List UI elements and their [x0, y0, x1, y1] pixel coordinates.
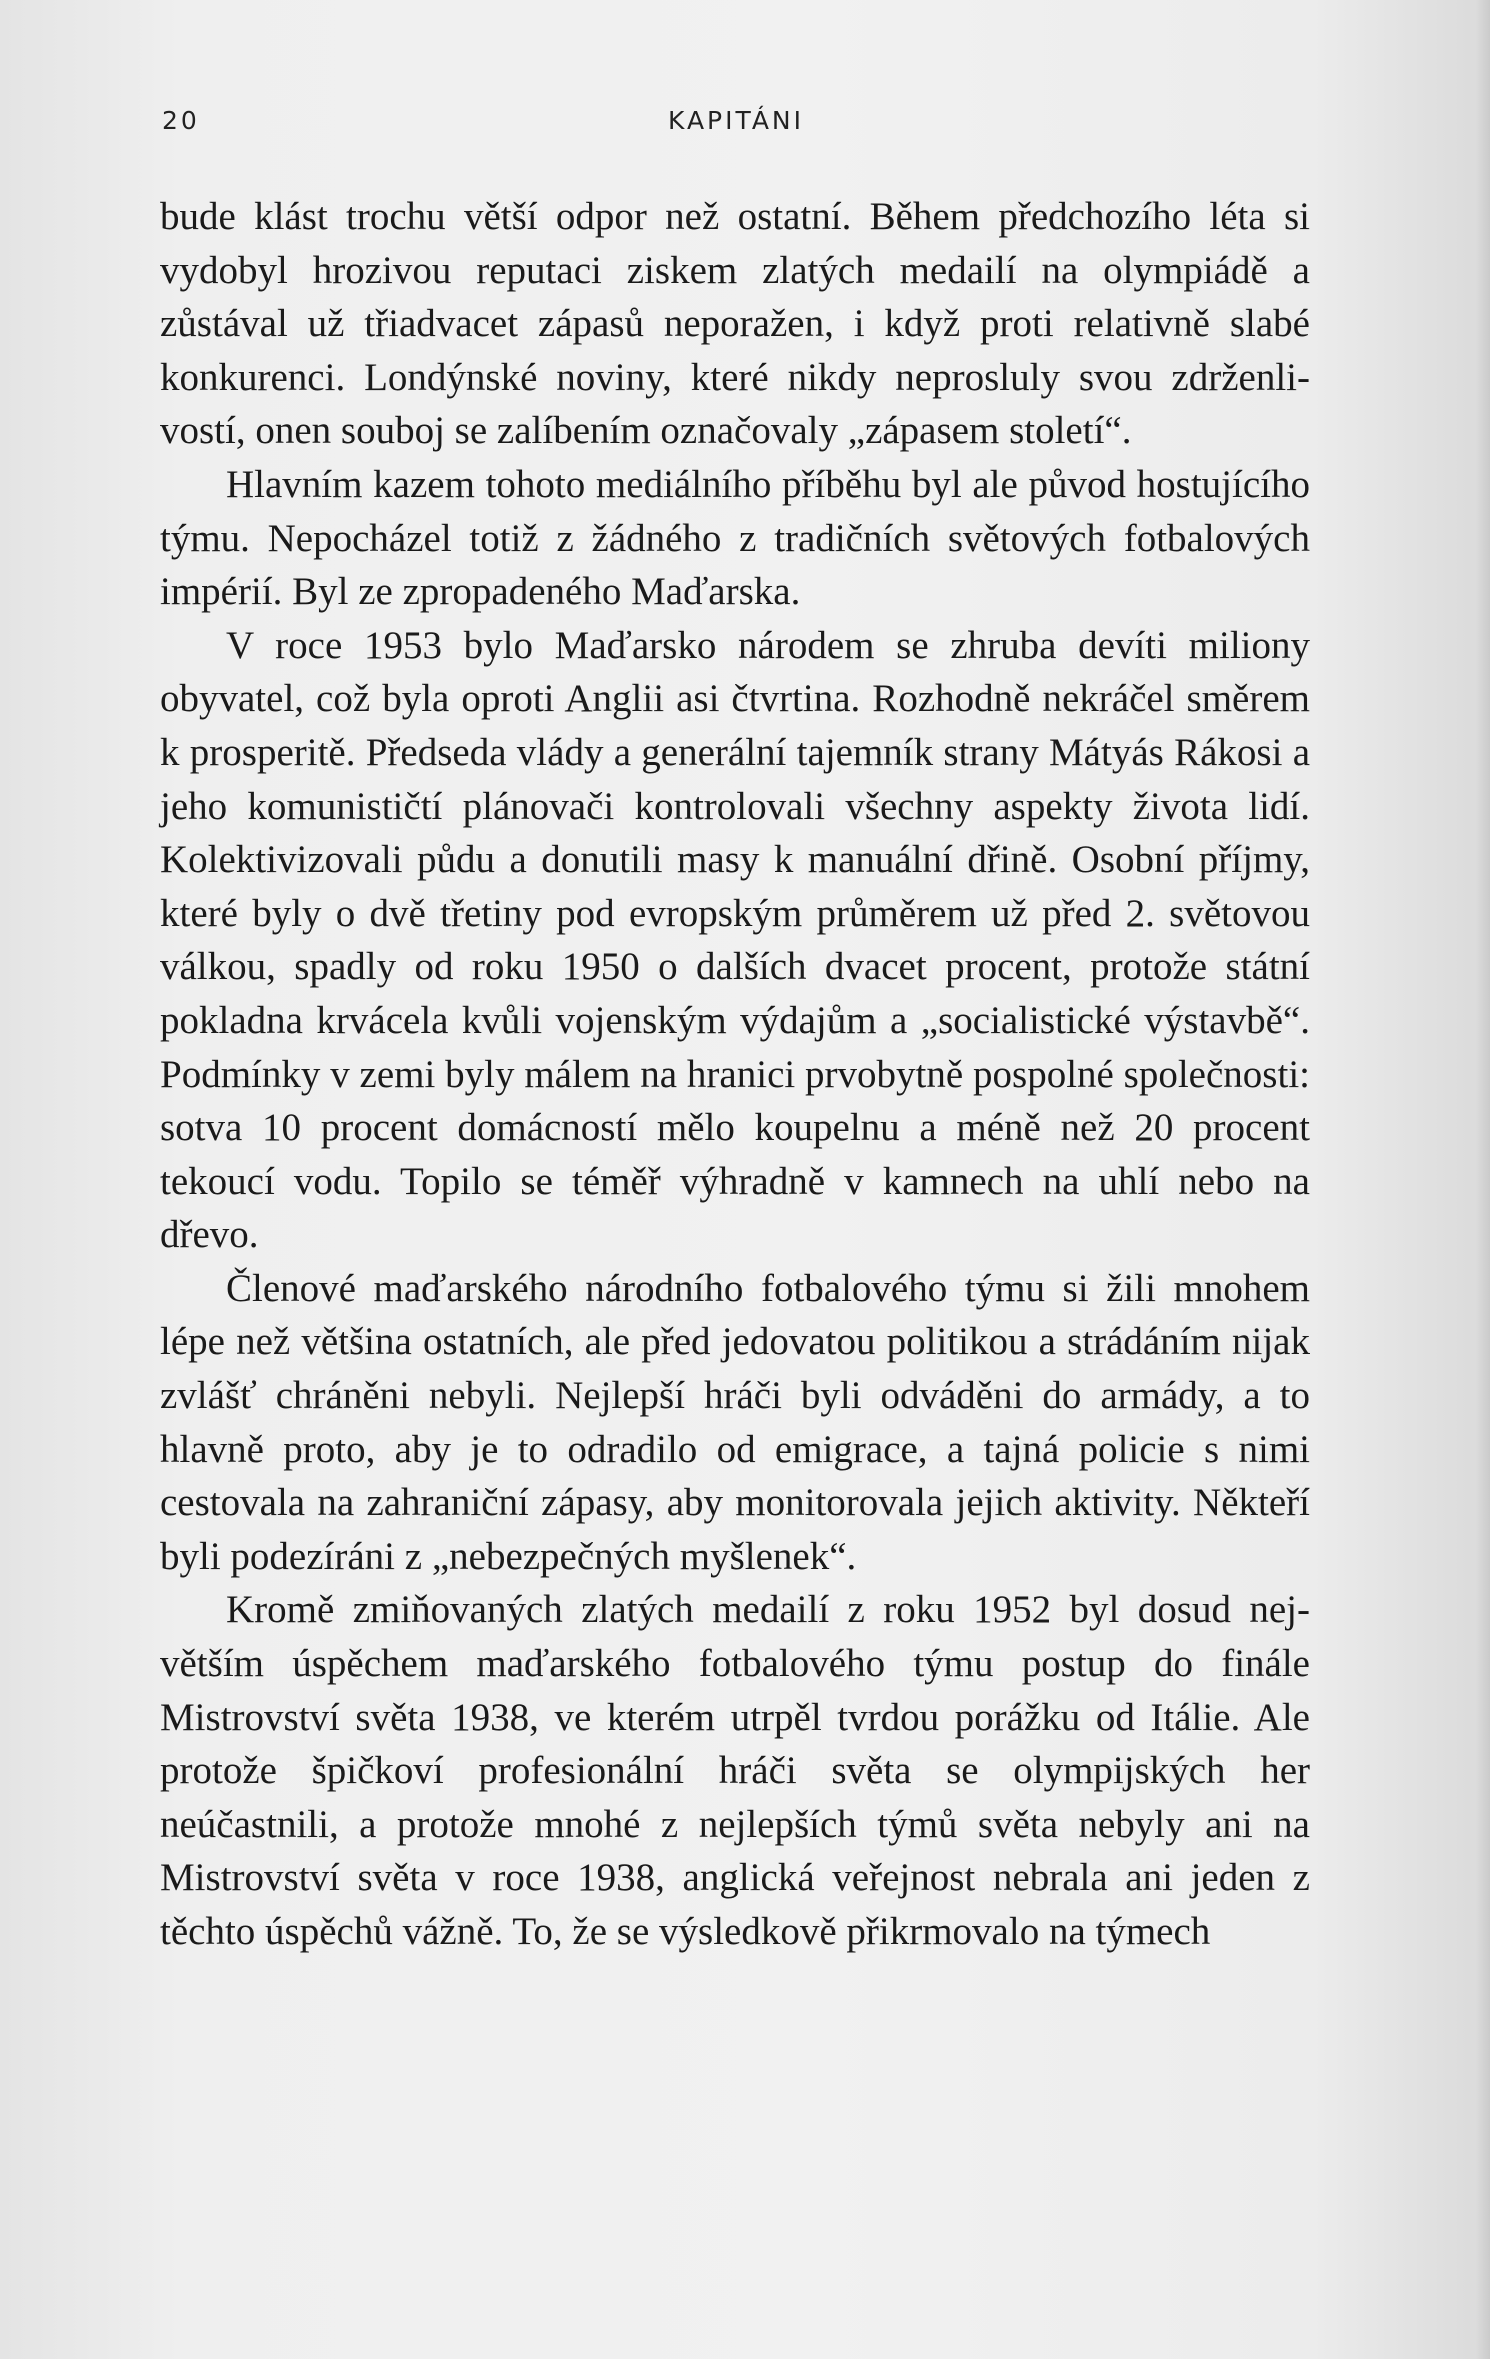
paragraph: bude klást trochu větší odpor než ostatní. Během předchozího léta si vydobyl hrozivou reputaci ziskem zlatých medailí na olympiádě a zůstával už třiadvacet zápasů neporažen, i když proti relativně slabé konkurenci. Londýnské noviny, které nikdy neprosluly svou zdrženlivostí, onen souboj se zalíbením označovaly „zápasem století“. — [160, 195, 1310, 453]
running-title: KAPITÁNI — [667, 106, 804, 135]
running-head — [162, 106, 1310, 146]
page-number: 20 — [162, 106, 200, 135]
paragraph: V roce 1953 bylo Maďarsko národem se zhruba devíti miliony obyvatel, což byla oproti Anglii asi čtvrtina. Rozhodně nekráčel směrem k prosperitě. Předseda vlády a generální tajemník strany Mátyás Rákosi a jeho komunističtí plánovači kontrolovali všechny aspekty života lidí. Kolektivizovali půdu a donutili masy k manuální dřině. Osobní příjmy, které byly o dvě třetiny pod evropským průměrem už před 2. světovou válkou, spadly od roku 1950 o dalších dvacet procent, protože státní pokladna krvácela kvůli vojenským výdajům a „socialistické výstavbě“. Podmínky v zemi byly málem na hranici prvobytně pospolné společnosti: sotva 10 procent domácností mělo koupelnu a méně než 20 procent tekoucí vodu. Topilo se téměř výhradně v kamnech na uhlí nebo na dřevo. — [160, 623, 1310, 1257]
body-text — [160, 190, 1310, 1959]
paragraph: Členové maďarského národního fotbalového týmu si žili mnohem lépe než většina ostatních, ale před jedovatou politikou a strádáním nijak zvlášť chráněni nebyli. Nejlepší hráči byli odváděni do armády, a to hlavně proto, aby je to odradilo od emigrace, a tajná policie s nimi cestovala na zahraniční zápasy, aby monitorovala jejich aktivity. Někteří byli podezíráni z „nebezpečných myšlenek“. — [160, 1266, 1310, 1578]
page-edge-shadow — [1476, 0, 1490, 2359]
paragraph: Kromě zmiňovaných zlatých medailí z roku 1952 byl dosud největším úspěchem maďarského fotbalového týmu postup do finále Mistrovství světa 1938, ve kterém utrpěl tvrdou porážku od Itálie. Ale protože špičkoví profesionální hráči světa se olympijských her neúčastnili, a protože mnohé z nejlepších týmů světa nebyly ani na Mistrovství světa v roce 1938, anglická veřejnost nebrala ani jeden z těchto úspěchů vážně. To, že se výsledkově přikrmovalo na týmech — [160, 1588, 1310, 1953]
paragraph: Hlavním kazem tohoto mediálního příběhu byl ale původ hostujícího týmu. Nepocházel totiž z žádného z tradičních světových fotbalových impérií. Byl ze zpropadeného Maďarska. — [160, 462, 1310, 614]
